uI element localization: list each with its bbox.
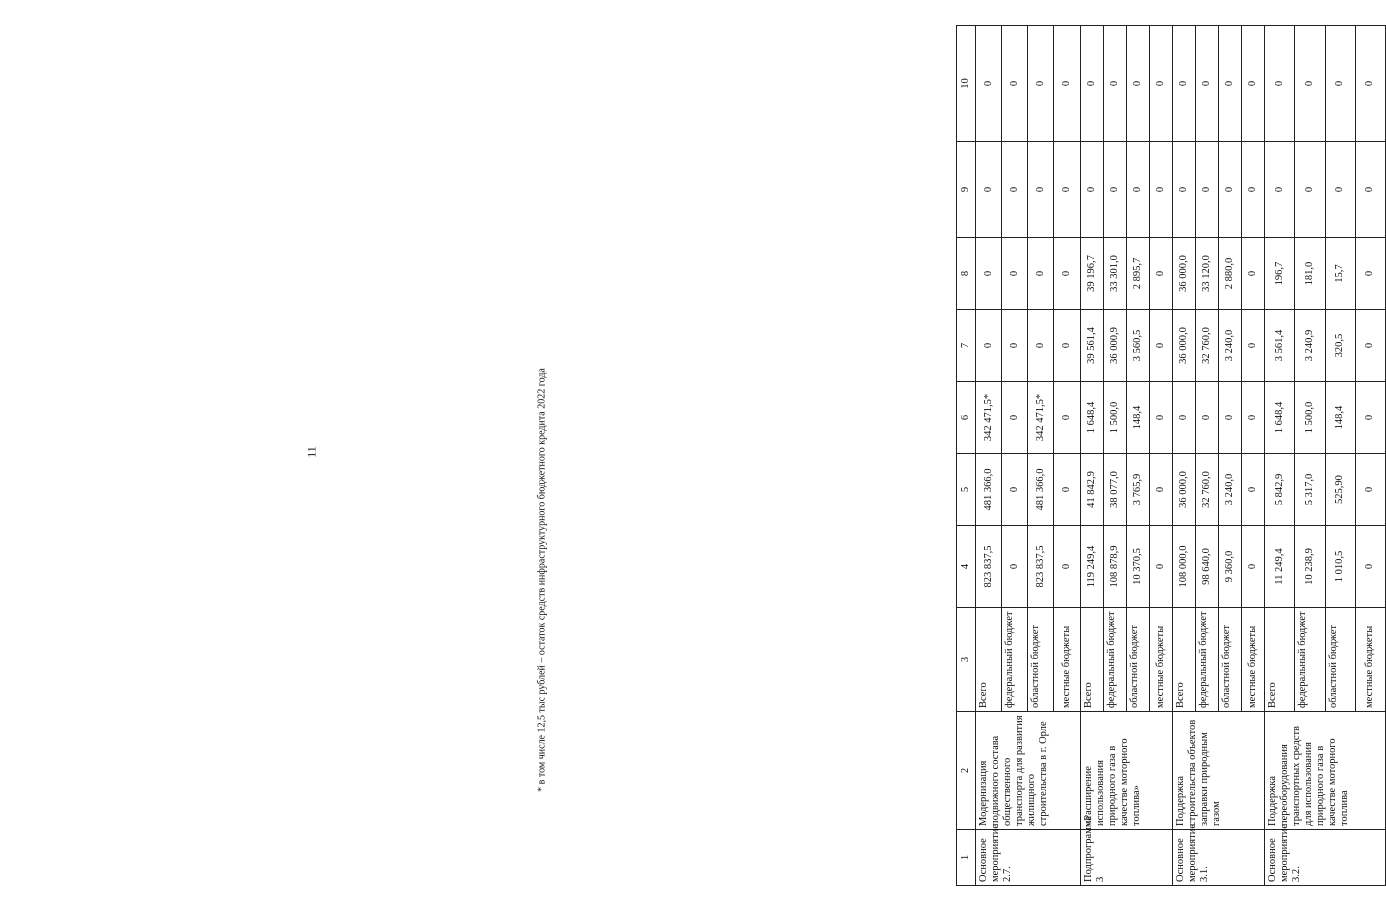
value-cell: 36 000,0 xyxy=(1172,238,1195,310)
value-cell: 108 000,0 xyxy=(1172,526,1195,608)
value-cell: 0 xyxy=(1028,310,1054,382)
value-cell: 10 238,9 xyxy=(1295,526,1325,608)
value-cell: 15,7 xyxy=(1325,238,1355,310)
table-row xyxy=(1080,26,1103,886)
value-cell: 0 xyxy=(1002,454,1028,526)
value-cell: 2 895,7 xyxy=(1126,238,1149,310)
funding-source: областной бюджет xyxy=(1126,608,1149,712)
value-cell: 0 xyxy=(1242,526,1265,608)
funding-source: местные бюджеты xyxy=(1054,608,1080,712)
value-cell: 0 xyxy=(1172,142,1195,238)
value-cell: 0 xyxy=(1028,26,1054,142)
value-cell: 196,7 xyxy=(1265,238,1295,310)
funding-source: местные бюджеты xyxy=(1242,608,1265,712)
value-cell: 148,4 xyxy=(1325,382,1355,454)
value-cell: 0 xyxy=(1126,142,1149,238)
value-cell: 0 xyxy=(1218,26,1241,142)
funding-source: Всего xyxy=(976,608,1002,712)
value-cell: 0 xyxy=(1103,26,1126,142)
value-cell: 0 xyxy=(1054,142,1080,238)
value-cell: 342 471,5* xyxy=(1028,382,1054,454)
value-cell: 3 765,9 xyxy=(1126,454,1149,526)
col-header: 2 xyxy=(957,712,976,830)
value-cell: 98 640,0 xyxy=(1195,526,1218,608)
value-cell: 36 000,9 xyxy=(1103,310,1126,382)
value-cell: 0 xyxy=(1242,142,1265,238)
value-cell: 0 xyxy=(1149,142,1172,238)
table-row xyxy=(1172,26,1195,886)
value-cell: 0 xyxy=(1242,310,1265,382)
header-row xyxy=(957,26,976,886)
value-cell: 33 120,0 xyxy=(1195,238,1218,310)
value-cell: 1 648,4 xyxy=(1265,382,1295,454)
value-cell: 0 xyxy=(1080,26,1103,142)
page-number: 11 xyxy=(304,446,319,458)
value-cell: 0 xyxy=(1054,238,1080,310)
value-cell: 5 317,0 xyxy=(1295,454,1325,526)
funding-source: местные бюджеты xyxy=(1149,608,1172,712)
value-cell: 525,90 xyxy=(1325,454,1355,526)
col-header: 10 xyxy=(957,26,976,142)
value-cell: 0 xyxy=(1355,526,1385,608)
value-cell: 0 xyxy=(1242,238,1265,310)
col-header: 1 xyxy=(957,830,976,886)
table-row xyxy=(1265,26,1295,886)
value-cell: 0 xyxy=(1002,310,1028,382)
value-cell: 0 xyxy=(1195,382,1218,454)
value-cell: 33 301,0 xyxy=(1103,238,1126,310)
value-cell: 1 500,0 xyxy=(1103,382,1126,454)
value-cell: 148,4 xyxy=(1126,382,1149,454)
value-cell: 0 xyxy=(1028,238,1054,310)
value-cell: 0 xyxy=(1002,526,1028,608)
value-cell: 0 xyxy=(1355,26,1385,142)
value-cell: 0 xyxy=(976,310,1002,382)
value-cell: 32 760,0 xyxy=(1195,310,1218,382)
value-cell: 0 xyxy=(1195,26,1218,142)
value-cell: 0 xyxy=(1028,142,1054,238)
value-cell: 2 880,0 xyxy=(1218,238,1241,310)
item-name: Поддержка переоборудования транспортных средств для использования природного газа в качестве моторного топлива xyxy=(1265,712,1386,830)
funding-source: областной бюджет xyxy=(1325,608,1355,712)
value-cell: 0 xyxy=(1242,382,1265,454)
table-body xyxy=(976,26,1386,886)
funding-source: местные бюджеты xyxy=(1355,608,1385,712)
value-cell: 0 xyxy=(1054,310,1080,382)
funding-source: федеральный бюджет xyxy=(1103,608,1126,712)
value-cell: 0 xyxy=(1149,382,1172,454)
value-cell: 3 240,0 xyxy=(1218,454,1241,526)
value-cell: 1 648,4 xyxy=(1080,382,1103,454)
value-cell: 0 xyxy=(1002,382,1028,454)
value-cell: 39 196,7 xyxy=(1080,238,1103,310)
value-cell: 823 837,5 xyxy=(976,526,1002,608)
value-cell: 5 842,9 xyxy=(1265,454,1295,526)
value-cell: 0 xyxy=(1126,26,1149,142)
value-cell: 0 xyxy=(1103,142,1126,238)
col-header: 3 xyxy=(957,608,976,712)
value-cell: 3 240,0 xyxy=(1218,310,1241,382)
value-cell: 0 xyxy=(1149,26,1172,142)
value-cell: 39 561,4 xyxy=(1080,310,1103,382)
value-cell: 0 xyxy=(1172,26,1195,142)
value-cell: 0 xyxy=(1355,310,1385,382)
col-header: 8 xyxy=(957,238,976,310)
value-cell: 0 xyxy=(1002,142,1028,238)
funding-source: Всего xyxy=(1172,608,1195,712)
value-cell: 3 561,4 xyxy=(1265,310,1295,382)
value-cell: 0 xyxy=(1355,142,1385,238)
value-cell: 0 xyxy=(1355,454,1385,526)
value-cell: 3 240,9 xyxy=(1295,310,1325,382)
value-cell: 823 837,5 xyxy=(1028,526,1054,608)
value-cell: 0 xyxy=(976,238,1002,310)
value-cell: 11 249,4 xyxy=(1265,526,1295,608)
col-header: 7 xyxy=(957,310,976,382)
value-cell: 0 xyxy=(1218,142,1241,238)
value-cell: 0 xyxy=(1172,382,1195,454)
value-cell: 0 xyxy=(1355,238,1385,310)
value-cell: 0 xyxy=(1355,382,1385,454)
value-cell: 0 xyxy=(1002,26,1028,142)
value-cell: 0 xyxy=(1054,26,1080,142)
value-cell: 0 xyxy=(1149,238,1172,310)
value-cell: 342 471,5* xyxy=(976,382,1002,454)
value-cell: 0 xyxy=(1080,142,1103,238)
value-cell: 320,5 xyxy=(1325,310,1355,382)
table-row xyxy=(976,26,1002,886)
funding-source: федеральный бюджет xyxy=(1295,608,1325,712)
value-cell: 3 560,5 xyxy=(1126,310,1149,382)
value-cell: 41 842,9 xyxy=(1080,454,1103,526)
value-cell: 0 xyxy=(1218,382,1241,454)
item-name: Поддержка строительства объектов заправки природным газом xyxy=(1172,712,1264,830)
funding-source: Всего xyxy=(1080,608,1103,712)
value-cell: 0 xyxy=(1265,26,1295,142)
value-cell: 0 xyxy=(1295,142,1325,238)
value-cell: 0 xyxy=(1242,26,1265,142)
value-cell: 0 xyxy=(1242,454,1265,526)
value-cell: 38 077,0 xyxy=(1103,454,1126,526)
footnote: * в том числе 12,5 тыс рублей – остаток средств инфраструктурного бюджетного кредита 2022 года xyxy=(536,368,548,792)
funding-source: федеральный бюджет xyxy=(1195,608,1218,712)
value-cell: 181,0 xyxy=(1295,238,1325,310)
value-cell: 0 xyxy=(1149,454,1172,526)
rotated-table-container xyxy=(956,26,1386,886)
value-cell: 32 760,0 xyxy=(1195,454,1218,526)
value-cell: 0 xyxy=(1054,526,1080,608)
value-cell: 108 878,9 xyxy=(1103,526,1126,608)
item-name: Модернизация подвижного состава общественного транспорта для развития жилищного строительства в г. Орле xyxy=(976,712,1081,830)
value-cell: 0 xyxy=(1325,142,1355,238)
item-type: Подпрограмма 3 xyxy=(1080,830,1172,886)
col-header: 5 xyxy=(957,454,976,526)
item-name: «Расширение использования природного газа в качестве моторного топлива» xyxy=(1080,712,1172,830)
funding-source: Всего xyxy=(1265,608,1295,712)
value-cell: 10 370,5 xyxy=(1126,526,1149,608)
value-cell: 36 000,0 xyxy=(1172,310,1195,382)
value-cell: 1 010,5 xyxy=(1325,526,1355,608)
funding-source: областной бюджет xyxy=(1218,608,1241,712)
col-header: 9 xyxy=(957,142,976,238)
budget-table xyxy=(956,25,1386,886)
item-type: Основное мероприятие 3.2. xyxy=(1265,830,1386,886)
value-cell: 0 xyxy=(1195,142,1218,238)
col-header: 6 xyxy=(957,382,976,454)
value-cell: 0 xyxy=(1149,310,1172,382)
value-cell: 0 xyxy=(976,26,1002,142)
value-cell: 9 360,0 xyxy=(1218,526,1241,608)
value-cell: 0 xyxy=(1325,26,1355,142)
value-cell: 0 xyxy=(1295,26,1325,142)
value-cell: 36 000,0 xyxy=(1172,454,1195,526)
value-cell: 0 xyxy=(1054,454,1080,526)
col-header: 4 xyxy=(957,526,976,608)
item-type: Основное мероприятие 2.7. xyxy=(976,830,1081,886)
value-cell: 0 xyxy=(976,142,1002,238)
value-cell: 119 249,4 xyxy=(1080,526,1103,608)
value-cell: 481 366,0 xyxy=(976,454,1002,526)
value-cell: 0 xyxy=(1002,238,1028,310)
value-cell: 0 xyxy=(1054,382,1080,454)
value-cell: 481 366,0 xyxy=(1028,454,1054,526)
funding-source: федеральный бюджет xyxy=(1002,608,1028,712)
item-type: Основное мероприятие 3.1. xyxy=(1172,830,1264,886)
value-cell: 0 xyxy=(1149,526,1172,608)
funding-source: областной бюджет xyxy=(1028,608,1054,712)
value-cell: 1 500,0 xyxy=(1295,382,1325,454)
value-cell: 0 xyxy=(1265,142,1295,238)
